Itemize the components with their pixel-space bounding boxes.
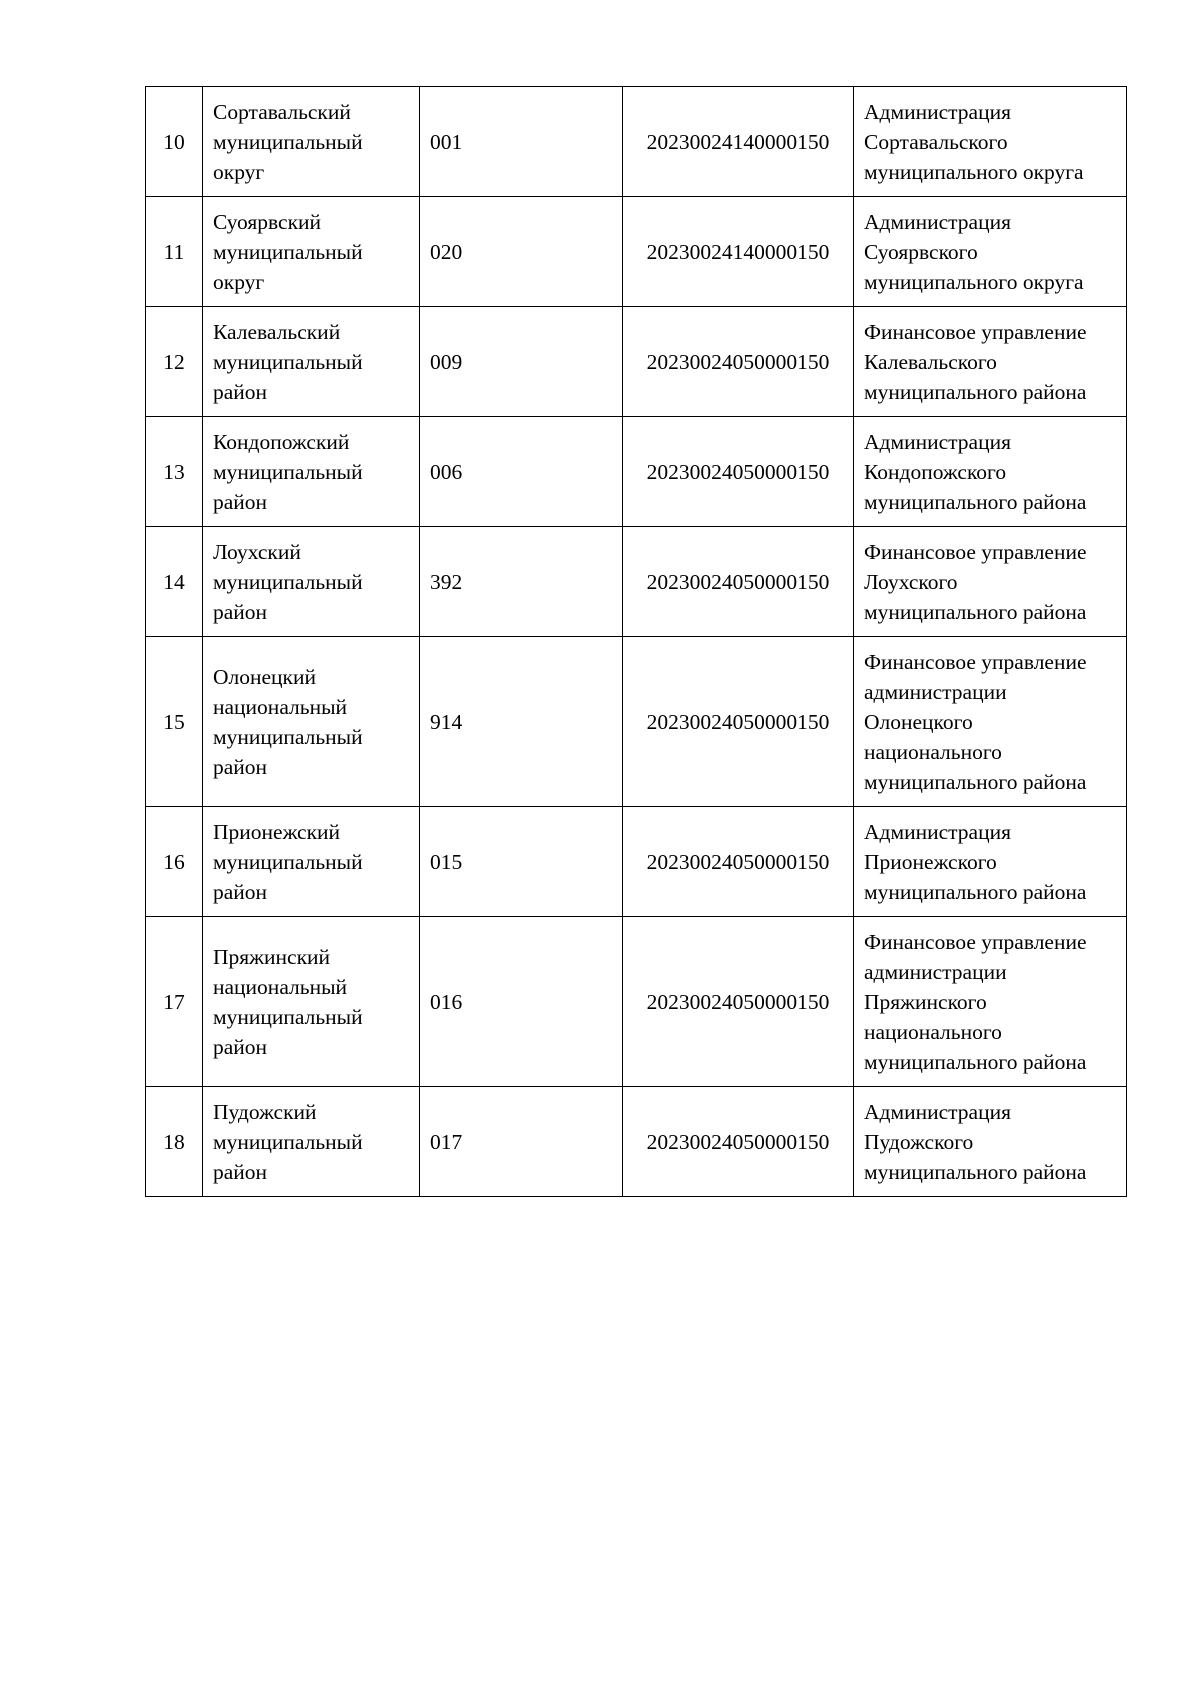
administrator-name: Финансовое управление Калевальского муниципального района xyxy=(854,307,1127,417)
admin-code: 392 xyxy=(420,527,623,637)
municipality-name: Пудожский муниципальный район xyxy=(203,1087,420,1197)
municipality-name: Лоухский муниципальный район xyxy=(203,527,420,637)
table-row xyxy=(146,1087,1127,1197)
row-number: 18 xyxy=(146,1087,203,1197)
row-number: 10 xyxy=(146,87,203,197)
admin-code: 016 xyxy=(420,917,623,1087)
row-number: 12 xyxy=(146,307,203,417)
municipality-name: Сортавальский муниципальный округ xyxy=(203,87,420,197)
admin-code: 017 xyxy=(420,1087,623,1197)
table-row xyxy=(146,307,1127,417)
budget-classification-code: 20230024140000150 xyxy=(623,87,854,197)
budget-classification-code: 20230024050000150 xyxy=(623,417,854,527)
administrator-name: Администрация Прионежского муниципального района xyxy=(854,807,1127,917)
admin-code: 015 xyxy=(420,807,623,917)
administrator-name: Администрация Сортавальского муниципального округа xyxy=(854,87,1127,197)
table-row xyxy=(146,197,1127,307)
table-row xyxy=(146,527,1127,637)
budget-classification-code: 20230024050000150 xyxy=(623,807,854,917)
table-row xyxy=(146,807,1127,917)
admin-code: 020 xyxy=(420,197,623,307)
row-number: 11 xyxy=(146,197,203,307)
administrator-name: Администрация Пудожского муниципального района xyxy=(854,1087,1127,1197)
budget-classification-code: 20230024050000150 xyxy=(623,527,854,637)
row-number: 16 xyxy=(146,807,203,917)
administrator-name: Финансовое управление администрации Олонецкого национального муниципального района xyxy=(854,637,1127,807)
row-number: 17 xyxy=(146,917,203,1087)
table-row xyxy=(146,637,1127,807)
table-row xyxy=(146,87,1127,197)
row-number: 13 xyxy=(146,417,203,527)
table-row xyxy=(146,417,1127,527)
admin-code: 914 xyxy=(420,637,623,807)
municipality-name: Олонецкий национальный муниципальный район xyxy=(203,637,420,807)
budget-classification-code: 20230024050000150 xyxy=(623,637,854,807)
municipality-name: Кондопожский муниципальный район xyxy=(203,417,420,527)
municipality-name: Прионежский муниципальный район xyxy=(203,807,420,917)
administrator-name: Администрация Кондопожского муниципального района xyxy=(854,417,1127,527)
row-number: 14 xyxy=(146,527,203,637)
budget-classification-code: 20230024050000150 xyxy=(623,1087,854,1197)
municipalities-table xyxy=(145,86,1127,1197)
municipality-name: Пряжинский национальный муниципальный район xyxy=(203,917,420,1087)
budget-classification-code: 20230024050000150 xyxy=(623,307,854,417)
budget-classification-code: 20230024050000150 xyxy=(623,917,854,1087)
administrator-name: Финансовое управление Лоухского муниципального района xyxy=(854,527,1127,637)
table-row xyxy=(146,917,1127,1087)
admin-code: 006 xyxy=(420,417,623,527)
administrator-name: Администрация Суоярвского муниципального округа xyxy=(854,197,1127,307)
municipality-name: Калевальский муниципальный район xyxy=(203,307,420,417)
administrator-name: Финансовое управление администрации Пряжинского национального муниципального района xyxy=(854,917,1127,1087)
admin-code: 009 xyxy=(420,307,623,417)
budget-classification-code: 20230024140000150 xyxy=(623,197,854,307)
municipality-name: Суоярвский муниципальный округ xyxy=(203,197,420,307)
row-number: 15 xyxy=(146,637,203,807)
admin-code: 001 xyxy=(420,87,623,197)
